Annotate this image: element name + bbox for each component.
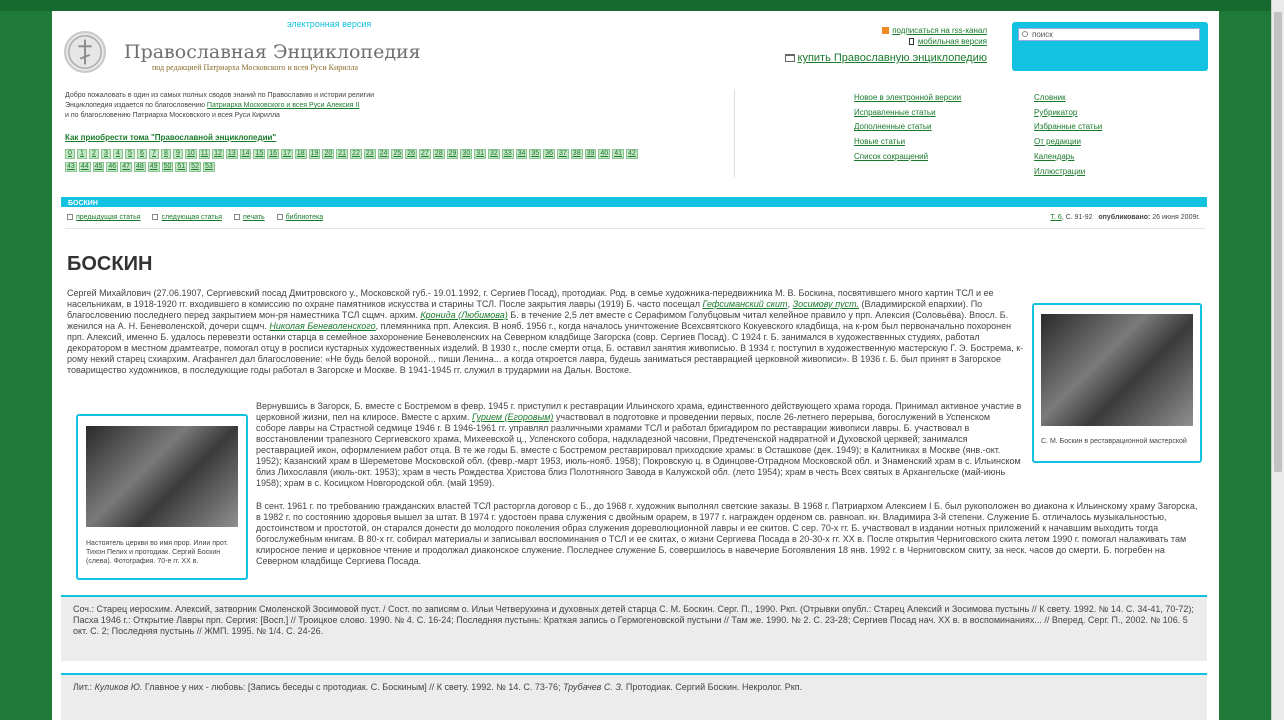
how-to-buy-link[interactable]: Как приобрести тома "Православной энциклопедии" [65, 133, 277, 142]
article-paragraph-3: В сент. 1961 г. по требованию гражданских властей ТСЛ расторгла договор с Б., до 1968 г. художник выполнял светские заказы. В 1968 г. Патриархом Алексием I Б. был рукоположен во диакона к Ильинскому храму Загорска, в 1982 г. по состоянию здоровья вышел за штат. В 1974 г. удостоен права служения с двойным орарем, в 1977 г. награжден орденом св. равноап. кн. Владимира 3-й степени. Служение Б. отличалось музыкальностью, достоинством и простотой, он старался донести до молодого поколения образ служения дореволюционной лавры и ее скитов. С сер. 70-х гг. Б. участвовал в издании нотных приложений к начавшим выходить тогда богослужебным книгам. В 80-х гг. собирал материалы и записывал воспоминания о ТСЛ и ее скитах, о жизни Сергиева Посада в 20-30-х гг. XX в. После открытия Черниговского скита летом 1990 г. помогал налаживать там клиросное пение и церковное чтение и продолжал диаконское служение. Последнее служение Б. совершилось в навечерие Богоявления 18 янв. 1992 г. в Черниговском скиту, за неск. часов до смерти. Б. погребен на Северном кладбище Сергиева Посада. [256, 501, 1198, 566]
nav-link-right-4[interactable]: Календарь [1034, 151, 1075, 161]
volume-link-19[interactable]: 19 [310, 150, 319, 157]
cart-icon [785, 54, 795, 62]
print-link[interactable]: печать [243, 214, 265, 221]
page [52, 11, 1219, 720]
article-paragraph-2 [256, 401, 1022, 489]
zosima-link[interactable]: Зосимову пуст. [792, 299, 860, 309]
library-link[interactable]: библиотека [285, 214, 324, 221]
volume-link-26[interactable]: 26 [407, 150, 416, 157]
volume-link-15[interactable]: 15 [255, 150, 264, 157]
nav-link-left-4[interactable]: Список сокращений [854, 151, 929, 161]
library-icon [277, 214, 283, 220]
article-title: БОСКИН [67, 253, 153, 275]
volume-link-48[interactable]: 48 [135, 163, 144, 170]
electronic-version-label: электронная версия [287, 19, 372, 29]
volume-row-2 [65, 160, 715, 173]
volume-link-8[interactable]: 8 [161, 149, 171, 159]
p2-text-b: участвовал в подготовке и проведении первых, после 26-летнего перерыва, богослужений в Успенском соборе лавры на Страстной седмице 1946 г. В 1946-1961 гг. управлял различными храмами ТСЛ и работал бригадиром по реставрации живописи лавры. Б. участвовал в восстановлении трапезного Сергиевского храма, Михеевской ц., Успенского собора, надкладезной часовни, Предтеченской надвратной и Духовской церквей; занимался реставрацией икон, оформлением работ отца. В те же годы Б. вместе с Бостремом реставрировал приходские храмы: в Осташкове (дек. 1949); в Калитниках в Москве (янв.-окт. 1952); Казанский храм в Шереметове Московской обл. (февр.-март 1953, июль-нояб. 1958); Покровскую ц. в Одинцове-Отрадном Московской обл. и Знаменский храм в с. Ильинском близ Лихославля (июль-окт. 1953); храм в честь Рождества Христова близ Полотняного Завода в Калужской обл. (лето 1954); храм в честь Всех святых в Архангельске (май-июнь 1958); храм в с. Косицком Новгородской обл. (май 1959). [256, 412, 1021, 488]
volume-link-13[interactable]: 13 [227, 150, 236, 157]
logo-emblem-icon [66, 33, 104, 71]
p1-text-a: Сергей Михайлович (27.06.1907, Сергиевский посад Дмитровского у., Московской губ.- 19.01.1992, г. Сергиев Посад), протодиак. Род. в семье художника-передвижника М. В. Боскина, посвятившего много картин ТСЛ и ее насельникам, в 1918-1920 гг. входившего в комиссию по охране памятников искусства и старины ТСЛ. После закрытия лавры (1919) Б. часто посещал [67, 288, 994, 309]
lit-label: Лит.: [73, 682, 95, 692]
prev-article-icon [67, 214, 73, 220]
volume-link-33[interactable]: 33 [503, 150, 512, 157]
gethsemane-link[interactable]: Гефсиманский скит [702, 299, 788, 309]
scrollbar[interactable] [1271, 0, 1284, 720]
nav-link-right-2[interactable]: Избранные статьи [1034, 122, 1103, 132]
search-panel [1012, 22, 1208, 71]
search-icon [1022, 31, 1028, 37]
photo-left-caption: Настоятель церкви во имя прор. Илии прот. Тихон Пелих и протодиак. Сергий Боскин (слева). Фотография. 70-е гг. XX в. [86, 540, 229, 565]
volume-link-41[interactable]: 41 [614, 150, 622, 157]
nikolai-link[interactable]: Николая Беневоленского [269, 321, 376, 331]
volume-link-53[interactable]: 53 [204, 163, 213, 170]
volume-link-20[interactable]: 20 [324, 150, 333, 157]
publication-info [1051, 214, 1200, 221]
nav-link-right-5[interactable]: Иллюстрации [1034, 166, 1086, 176]
header-links [785, 25, 987, 64]
search-placeholder: поиск [1032, 30, 1053, 39]
volume-link-21[interactable]: 21 [338, 150, 347, 157]
next-article-icon [152, 214, 158, 220]
photo-priests[interactable] [86, 426, 238, 527]
kronid-link[interactable]: Кронида (Любимова) [420, 310, 508, 320]
volume-link-45[interactable]: 45 [94, 163, 103, 170]
lit-author-1: Куликов Ю. [94, 682, 143, 692]
welcome-text [65, 91, 725, 121]
nav-link-right-0[interactable]: Словник [1034, 93, 1066, 102]
works-section: Соч.: Старец иеросхим. Алексий, затворник Смоленской Зосимовой пуст. / Сост. по записям о. Ильи Четверухина и духовных детей старца С. М. Боскин. Серг. П., 1990. Ркп. (Отрывки опубл.: Старец Алексий и Зосимова пустынь // К свету. 1992. № 14. С. 34-41, 70-72); Пасха 1946 г.: Открытие Лавры прп. Сергия: [Восп.] // Троицкое слово. 1990. № 4. С. 16-24; Последняя пустынь: Краткая запись о Гермогеновской пустыни // Там же. 1990. № 2. С. 23-28; Сергиев Посад нач. XX в. в воспоминаниях... // Вперед. Серг. П., 2002. № 106. 5 окт. С. 2; Последняя пустынь // ЖМП. 1995. № 1/4. С. 24-26. [61, 595, 1207, 661]
volume-link-2[interactable]: 2 [89, 149, 99, 159]
nav-link-left-0[interactable]: Новое в электронной версии [854, 93, 962, 102]
p1-text-b: (Владимирской епархии). По благословению последнего перед закрытием мон-ря наместника ТСЛ сщмч. архим. [67, 299, 983, 320]
nav-links-right [1034, 91, 1102, 179]
volume-row-1 [65, 147, 715, 160]
photo-box-left [76, 414, 248, 580]
volume-link-24[interactable]: 24 [379, 150, 388, 157]
welcome-line-3: и по благословению Патриарха Московского и всея Руси Кирилла [65, 112, 280, 119]
volume-link-40[interactable]: 40 [600, 150, 609, 157]
volume-link-37[interactable]: 37 [559, 150, 567, 157]
volume-link[interactable]: Т. 6 [1050, 214, 1062, 221]
literature-section [61, 673, 1207, 720]
photo-boskin-workshop[interactable] [1041, 314, 1193, 426]
volume-link-51[interactable]: 51 [177, 163, 186, 170]
top-band [0, 0, 1284, 11]
nav-link-left-3[interactable]: Новые статьи [854, 137, 906, 147]
volume-link-30[interactable]: 30 [462, 150, 471, 157]
prev-article-link[interactable]: предыдущая статья [76, 214, 141, 221]
volume-link-49[interactable]: 49 [149, 163, 158, 170]
p1-text-c: Б. в течение 2,5 лет вместе с Серафимом Голубцовым читал келейное правило у прп. Алексия (Соловьёва). Впосл. Б. женился на А. Н. Беневоленской, дочери сщмч. [67, 310, 1009, 331]
next-article-link[interactable]: следующая статья [161, 214, 223, 221]
volume-link-27[interactable]: 27 [421, 150, 429, 157]
article-header-bar [61, 197, 1207, 207]
site-title[interactable]: Православная Энциклопедия [124, 41, 421, 63]
volume-link-34[interactable]: 34 [517, 150, 526, 157]
volume-link-7[interactable]: 7 [149, 149, 159, 159]
volume-link-35[interactable]: 35 [531, 150, 540, 157]
volume-link-50[interactable]: 50 [163, 163, 172, 170]
volume-link-47[interactable]: 47 [122, 163, 130, 170]
volume-link-17[interactable]: 17 [283, 150, 291, 157]
volume-link-44[interactable]: 44 [80, 163, 89, 170]
volume-link-18[interactable]: 18 [296, 150, 305, 157]
nav-link-left-1[interactable]: Исправленные статьи [854, 107, 936, 117]
volume-link-22[interactable]: 22 [352, 150, 360, 157]
mobile-version-link[interactable]: мобильная версия [917, 37, 987, 46]
nav-link-left-2[interactable]: Дополненные статьи [854, 122, 932, 132]
article-toolbar [67, 214, 333, 221]
nav-link-right-1[interactable]: Рубрикатор [1034, 107, 1078, 117]
volume-link-52[interactable]: 52 [191, 163, 199, 170]
volume-link-12[interactable]: 12 [214, 150, 222, 157]
published-date: 26 июня 2009г. [1150, 214, 1200, 221]
volume-link-28[interactable]: 28 [434, 150, 443, 157]
rss-link[interactable]: подписаться на rss-канал [892, 26, 987, 35]
buy-encyclopedia-link[interactable]: купить Православную энциклопедию [797, 52, 987, 64]
rss-icon [882, 27, 889, 34]
print-icon [234, 214, 240, 220]
volume-link-32[interactable]: 32 [490, 150, 498, 157]
volume-link-4[interactable]: 4 [113, 149, 123, 159]
volume-link-39[interactable]: 39 [586, 150, 595, 157]
volume-link-5[interactable]: 5 [125, 149, 135, 159]
volume-link-31[interactable]: 31 [476, 150, 485, 157]
volume-link-11[interactable]: 11 [200, 150, 209, 157]
nav-links-left [854, 91, 961, 165]
volume-link-38[interactable]: 38 [572, 150, 581, 157]
volume-link-43[interactable]: 43 [67, 163, 75, 170]
volume-link-9[interactable]: 9 [173, 149, 183, 159]
p2-text-a: Вернувшись в Загорск, Б. вместе с Бостремом в февр. 1945 г. приступил к реставрации Ильинского храма, единственного действующего храма города. Принимал активное участие в церковной жизни, пел на клиросе. Вместе с архим. [256, 401, 1022, 422]
welcome-line-2: Энциклопедия издается по благословению [65, 102, 207, 109]
volume-link-1[interactable]: 1 [77, 149, 87, 159]
volume-link-14[interactable]: 14 [241, 150, 250, 157]
toolbar-divider [65, 228, 1205, 229]
lit-text-1: Главное у них - любовь: [Запись беседы с протодиак. С. Боскиным] // К свету. 1992. № 14. С. 73-76; [142, 682, 563, 692]
search-input[interactable] [1018, 28, 1200, 41]
header-divider [734, 89, 735, 177]
volume-link-6[interactable]: 6 [137, 149, 147, 159]
volume-link-36[interactable]: 36 [545, 150, 553, 157]
lit-text-2: Протодиак. Сергий Боскин. Некролог. Ркп. [623, 682, 803, 692]
photo-box-right [1032, 303, 1202, 463]
site-subtitle: под редакцией Патриарха Московского и всея Руси Кирилла [152, 63, 359, 72]
volume-link-46[interactable]: 46 [108, 163, 117, 170]
volume-link-29[interactable]: 29 [448, 150, 457, 157]
volume-link-16[interactable]: 16 [269, 150, 278, 157]
volume-index [65, 147, 715, 173]
lit-author-2: Трубачев С. З. [562, 682, 624, 692]
welcome-line-1: Добро пожаловать в один из самых полных сводов знаний по Православию и истории религии [65, 92, 375, 99]
volume-link-42[interactable]: 42 [627, 150, 636, 157]
scrollbar-thumb[interactable] [1274, 12, 1282, 472]
published-label: опубликовано: [1098, 214, 1151, 221]
volume-link-10[interactable]: 10 [187, 150, 195, 157]
article-paragraph-1: Сергей Михайлович (27.06.1907, Сергиевский посад Дмитровского у., Московской губ.- 19.01.1992, г. Сергиев Посад), протодиак. Род. в семье художника-передвижника М. В. Боскина, посвятившего много картин ТСЛ и ее насельникам, в 1918-1920 гг. входившего в комиссию по охране памятников искусства и старины ТСЛ. После закрытия лавры (1919) Б. часто посещал Гефсиманский скит, Зосимову пуст. (Владимирской епархии). По благословению последнего перед закрытием мон-ря наместника ТСЛ сщмч. архим. Кронида (Любимова) Б. в течение 2,5 лет вместе с Серафимом Голубцовым читал келейное правило у прп. Алексия (Соловьёва). Впосл. Б. женился на А. Н. Беневоленской, дочери сщмч. Николая Беневоленского, племянника прп. Алексия. В нояб. 1956 г., когда началось уничтожение Всехсвятского Кокуевского кладбища, на к-ром был первоначально похоронен прп. Алексий, именно Б. удалось перевезти останки старца в семейное захоронение Беневоленских на Северном кладбище Загорска (совр. Сергиев Посад). С 1924 г. Б. занимался в художественных студиях, работал декоратором в местном драмтеатре, помогал отцу в росписи кустарных художественных изделий. В 1930 г., после смерти отца, Б. оставил занятия живописью. В 1934 г. поступил в художественную мастерскую Г. Э. Бострема, к-рому некий старец схиархим. Агафангел дал благословение: «Не будь белой вороной... пиши Ленина... а когда откроется лавра, будешь заниматься реставрацией церковной живописи». В 1936 г. Б. был принят в Загорское товарищество художников, в последующие годы работал в Загорске и Москве. В 1941-1945 гг. служил в трудармии на Дальн. Востоке. [67, 288, 1024, 375]
article-bar-label: БОСКИН [68, 200, 98, 207]
mobile-icon [909, 38, 914, 45]
pages-label: , С. 91-92 [1061, 214, 1093, 221]
guriy-link[interactable]: Гурием (Егоровым) [471, 412, 554, 422]
patriarch-alexy-link[interactable]: Патриарха Московского и всея Руси Алексия II [206, 102, 360, 109]
volume-link-23[interactable]: 23 [365, 150, 374, 157]
nav-link-right-3[interactable]: От редакции [1034, 137, 1081, 147]
volume-link-25[interactable]: 25 [393, 150, 402, 157]
volume-link-0[interactable]: 0 [65, 149, 75, 159]
volume-link-3[interactable]: 3 [101, 149, 111, 159]
p1-text-d: , племянника прп. Алексия. В нояб. 1956 г., когда началось уничтожение Всехсвятского Кокуевского кладбища, на к-ром был первоначально похоронен прп. Алексий, именно Б. удалось перевезти останки старца в семейное захоронение Беневоленских на Северном кладбище Загорска (совр. Сергиев Посад). С 1924 г. Б. занимался в художественных студиях, работал декоратором в местном драмтеатре, помогал отцу в росписи кустарных художественных изделий. В 1930 г., после смерти отца, Б. оставил занятия живописью. В 1934 г. поступил в художественную мастерскую Г. Э. Бострема, к-рому некий старец схиархим. Агафангел дал благословение: «Не будь белой вороной... пиши Ленина... а когда откроется лавра, будешь заниматься реставрацией церковной живописи». В 1936 г. Б. был принят в Загорское товарищество художников, в последующие годы работал в Загорске и Москве. В 1941-1945 гг. служил в трудармии на Дальн. Востоке. [67, 321, 1024, 375]
photo-right-caption: С. М. Боскин в реставрационной мастерской [1041, 438, 1187, 445]
site-logo[interactable] [64, 31, 106, 73]
